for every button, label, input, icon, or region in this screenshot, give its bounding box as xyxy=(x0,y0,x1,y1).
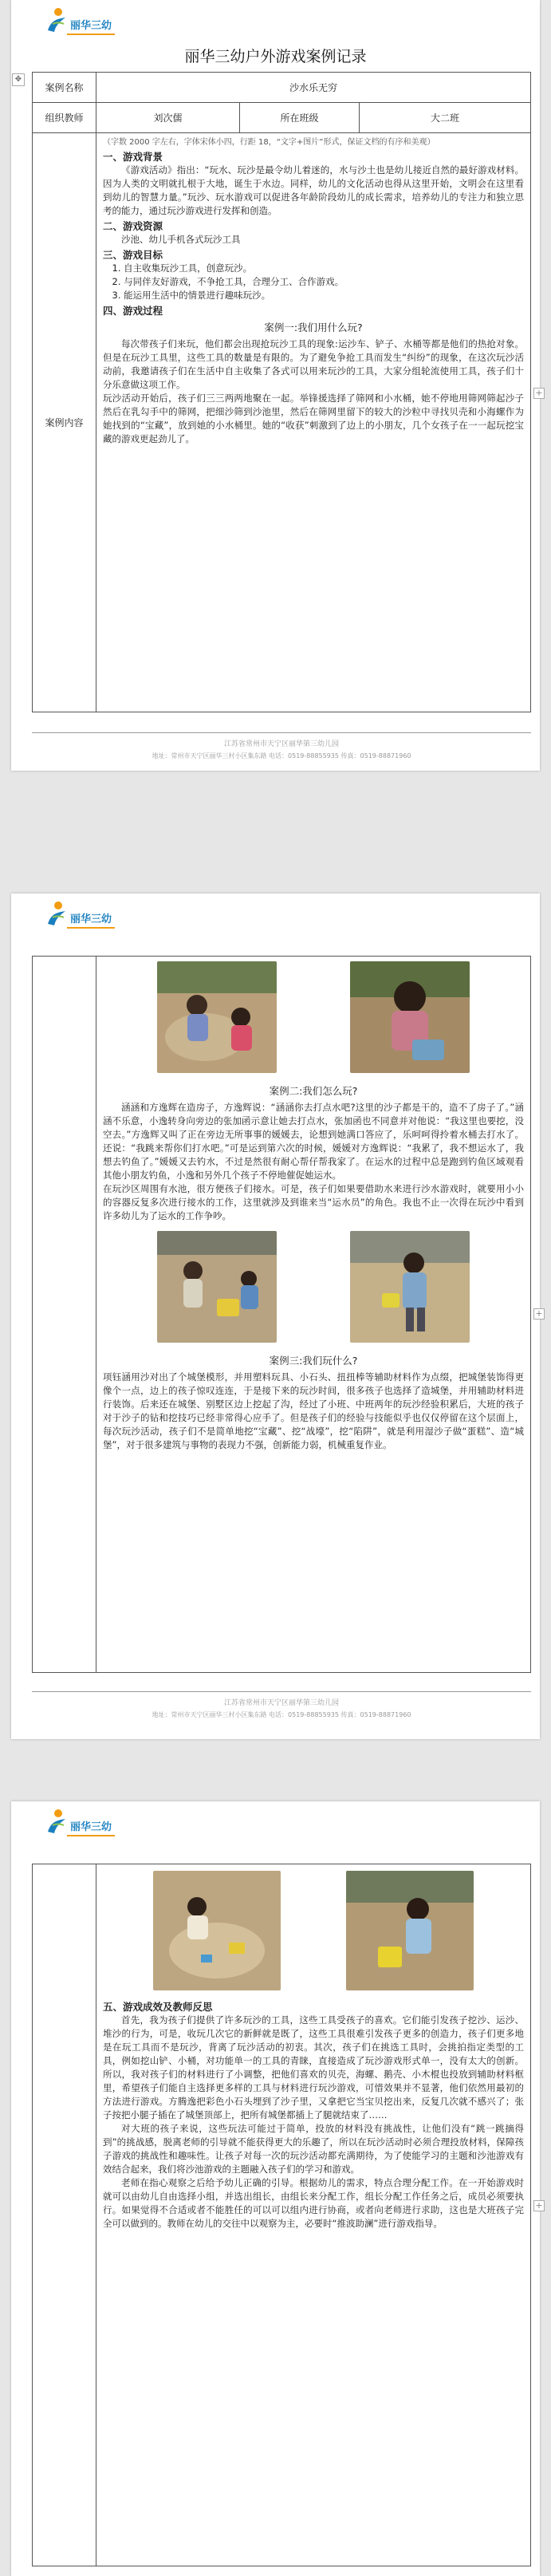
logo-underline xyxy=(67,1835,115,1836)
school-logo xyxy=(45,6,124,38)
footer-org: 江苏省常州市天宁区丽华第三幼儿园 xyxy=(223,740,339,748)
label-column xyxy=(33,1864,96,2566)
section-heading-background: 一、游戏背景 xyxy=(103,151,163,163)
class-label: 所在班级 xyxy=(240,103,360,133)
page-title: 丽华三幼户外游戏案例记录 xyxy=(184,48,367,65)
case-two-paragraph: 涵涵和方逸辉在造房子，方逸辉说：“涵涵你去打点水吧?这里的沙子都是干的，造不了房子了。”涵涵不乐意，小逸转身向旁边的张加函示意让她去打点水，张加函也不同意并对他说：“我这里也要挖，没空去。”方逸辉又叫了正在旁边无所事事的媛媛去，论想到她满口答应了，乐呵呵得拎着水桶去打水了。还说：“我跳来帮你们打水吧。”可是运到第六次的时候，媛媛对方逸辉说：“我累了，我不想运水了，我想去钓鱼了。”媛媛又去钓水，不过是然很有耐心帮仔帮我家了。在运水的过程中总是跑到钓鱼区域观看其他小朋友钓鱼，小逸和另外几个孩子不停地催促她运水。 xyxy=(103,1102,524,1181)
document-page-3 xyxy=(11,1801,543,2576)
case-three-paragraph: 项钰涵用沙对出了个城堡模形，并用塑料玩具、小石头、扭扭棒等辅助材料作为点缀，把城堡装饰得更像个一点，边上的孩子惊叹连连，于是接下来的玩沙时间，很多孩子也选择了造城堡，并用辅助材料进行装饰。后来还在城堡、别墅区边上挖起了沟，经过了小班、中班两年的玩沙经验积累后，大班的孩子对于沙子的钻和挖技巧已经非常得心应手了。但是孩子们的经验与技能似乎也仅仅停留在这个层面上，每次玩沙活动，孩子们不是简单地挖“宝藏”、挖“战壕”，挖“陷阱”，就是利用湿沙子做“蛋糕”、造“城堡”，对于很多建筑与事物的表现力不强，创新能力弱，机械重复作业。 xyxy=(103,1371,524,1450)
photo-child-with-shell xyxy=(350,961,470,1073)
case-three-title: 案例三:我们玩什么? xyxy=(269,1355,358,1367)
document-page-2 xyxy=(11,894,543,1739)
logo-figure-icon xyxy=(45,6,69,34)
logo-figure-icon xyxy=(45,900,69,927)
table-move-handle-icon[interactable]: ✥ xyxy=(12,73,25,86)
teacher-value: 刘次儒 xyxy=(96,103,240,133)
section-heading-resources: 二、游戏资源 xyxy=(103,220,163,232)
reflection-paragraph: 首先，我为孩子们提供了许多玩沙的工具，这些工具受孩子的喜欢。它们能引发孩子挖沙、运沙、堆沙的行为，可是，收玩几次它的新鲜就是既了，这些工具很难引发孩子更多的创造力，孩子们更多地是在玩工具而不是玩沙，背离了玩沙活动的初衷。其次，孩子们在挑选工具时，会挑拍指定类型的工具，例如挖山铲、小桶，对功能单一的工具的青睐，直接造成了玩沙游戏形式单一，没有太大的创新。所以，我对孩子们的材料进行了小调整，把他们喜欢的贝壳，海螺、鹅壳、小木棍也投放到辅助材料框里，希望孩子们能自主选择更多样的工具与材料进行玩沙游戏，可惜效果并不显著，他们依然用最初的方法进行游戏。方腾逸把彩色小石头埋到了沙子里，又拿把它当宝贝挖出来，反复几次就不感兴了；张子按把小腿子插在了城堡顶部上，把所有城堡都插上了腿就结束了…… xyxy=(103,2014,524,2120)
add-row-icon[interactable]: + xyxy=(533,2200,545,2211)
case-one-paragraph: 每次带孩子们来玩，他们都会出现抢玩沙工具的现象:运沙车、铲子、水桶等都是他们的热抢对象。但是在玩沙工具里，这些工具的数量是有限的。为了避免争抢工具而发生“纠纷”的现象，在这次玩沙活动前，我邀请孩子们在生活中自主收集了各式可以用来玩沙的工具，大家分组轮流使用工具，孩子们十分乐意做这项工作。 xyxy=(103,338,524,390)
document-page-1 xyxy=(11,0,543,771)
logo-text: 丽华三幼 xyxy=(70,20,112,32)
reflection-paragraph: 对大班的孩子来说，这些玩法可能过于简单，投放的材料没有挑战性，让他们没有“跳一跳摘得到”的挑战感，脱离老师的引导就不能获得更大的乐趣了，所以在玩沙活动时必须合理投放材料，保障孩子游戏的挑战性和趣味性。让孩子对每一次的玩沙活动都充满期待，为了使能学习的主题和沙池游戏有效结合起来，我们将沙池游戏的主题融入孩子们的学习和游戏。 xyxy=(103,2123,524,2175)
content-cell xyxy=(96,957,531,1673)
teacher-label: 组织教师 xyxy=(33,103,96,133)
record-table xyxy=(32,72,531,712)
record-table-continued xyxy=(32,1864,531,2566)
page-footer xyxy=(32,1691,531,1719)
school-logo xyxy=(45,1808,124,1840)
goal-item: 1. 自主收集玩沙工具，创意玩沙。 xyxy=(112,262,253,274)
photo-child-carrying-bucket xyxy=(350,1231,470,1343)
background-paragraph: 《游戏活动》指出：“玩水、玩沙是最令幼儿着迷的，水与沙土也是幼儿接近自然的最好游戏材料。因为人类的文明就扎根于大地，诞生于水边。同样，幼儿的文化活动也得从这里开始，文明会在这里看到幼儿的智慧力量。”玩沙、玩水游戏可以促进各年龄阶段幼儿的成长需求，培养幼儿的专注力和独立思考的能力，通过玩沙游戏进行发挥和创造。 xyxy=(103,164,524,216)
case-two-paragraph: 在玩沙区周围有水池，很方便孩子们接水。可是，孩子们如果要借助水来进行沙水游戏时，就要用小小的容器反复多次进行接水的工作，这里就涉及到谁来当“运水员”的角色。我也不止一次得在玩沙中看到许多幼儿为了运水的工作争吵。 xyxy=(103,1183,524,1221)
footer-address: 地址：常州市天宁区丽华三村小区集东路 电话：0519-88855935 传真：0519-88871960 xyxy=(152,752,411,759)
logo-underline xyxy=(67,34,115,35)
page-footer xyxy=(32,732,531,760)
photo-child-with-yellow-bucket xyxy=(346,1871,474,1990)
footer-org: 江苏省常州市天宁区丽华第三幼儿园 xyxy=(223,1699,339,1707)
resources-text: 沙池、幼儿手机各式玩沙工具 xyxy=(121,234,241,245)
school-logo xyxy=(45,900,124,932)
photo-children-with-water-buckets xyxy=(157,1231,277,1343)
logo-text: 丽华三幼 xyxy=(70,1821,112,1833)
section-heading-goals: 三、游戏目标 xyxy=(103,249,163,261)
case-one-paragraph: 玩沙活动开始后，孩子们三三两两地聚在一起。举锋援选择了筛网和小水桶，她不停地用筛网筛起沙子然后在乳勾手中的筛网，把细沙筛到沙池里，然后在筛网里留下的较大的沙粒中寻找贝壳和小海螺作为她找到的“宝藏”，放到她的小水桶里。她的“收获”刺激到了边上的小朋友，几个女孩子在一一起玩挖宝藏的游戏更起劲儿了。 xyxy=(103,393,524,444)
content-cell xyxy=(96,133,531,712)
photo-children-digging-sand xyxy=(157,961,277,1073)
add-row-icon[interactable]: + xyxy=(533,1308,545,1320)
section-heading-reflection: 五、游戏成效及教师反思 xyxy=(103,2001,213,2013)
goal-item: 3. 能运用生活中的情景进行趣味玩沙。 xyxy=(112,290,271,301)
section-heading-process: 四、游戏过程 xyxy=(103,305,163,317)
logo-text: 丽华三幼 xyxy=(70,913,112,925)
add-row-icon[interactable]: + xyxy=(533,388,545,399)
photo-sand-castle-building xyxy=(153,1871,281,1990)
logo-figure-icon xyxy=(45,1808,69,1835)
logo-underline xyxy=(67,927,115,929)
case-two-title: 案例二:我们怎么玩? xyxy=(269,1085,358,1097)
content-cell xyxy=(96,1864,531,2566)
content-label: 案例内容 xyxy=(33,133,96,712)
format-hint: （字数 2000 字左右，字体宋体小四，行距 18，“文字+图片”形式，保证文档的有序和美观） xyxy=(103,138,435,147)
label-column xyxy=(33,957,96,1673)
class-value: 大二班 xyxy=(360,103,531,133)
goal-item: 2. 与同伴友好游戏，不争抢工具，合理分工、合作游戏。 xyxy=(112,276,344,287)
case-name-label: 案例名称 xyxy=(33,73,96,103)
reflection-paragraph: 老师在指心观察之后给予幼儿正确的引导。根据幼儿的需求，特点合理分配工作。在一开始游戏时就可以由幼儿自由选择小组，并选出组长，由组长来分配工作，组长分配工作任务之后，成员必须要执行。如果觉得不合适或者不能胜任的可以可以组内进行协商，或者向老师进行求助，这也是大班孩子完全可以做到的。教师在幼儿的交往中以观察为主，必要时“推波助澜”进行游戏指导。 xyxy=(103,2177,524,2229)
record-table-continued xyxy=(32,956,531,1673)
case-one-title: 案例一:我们用什么玩? xyxy=(264,322,363,333)
footer-address: 地址：常州市天宁区丽华三村小区集东路 电话：0519-88855935 传真：0519-88871960 xyxy=(152,1711,411,1718)
case-name-value: 沙水乐无穷 xyxy=(96,73,531,103)
